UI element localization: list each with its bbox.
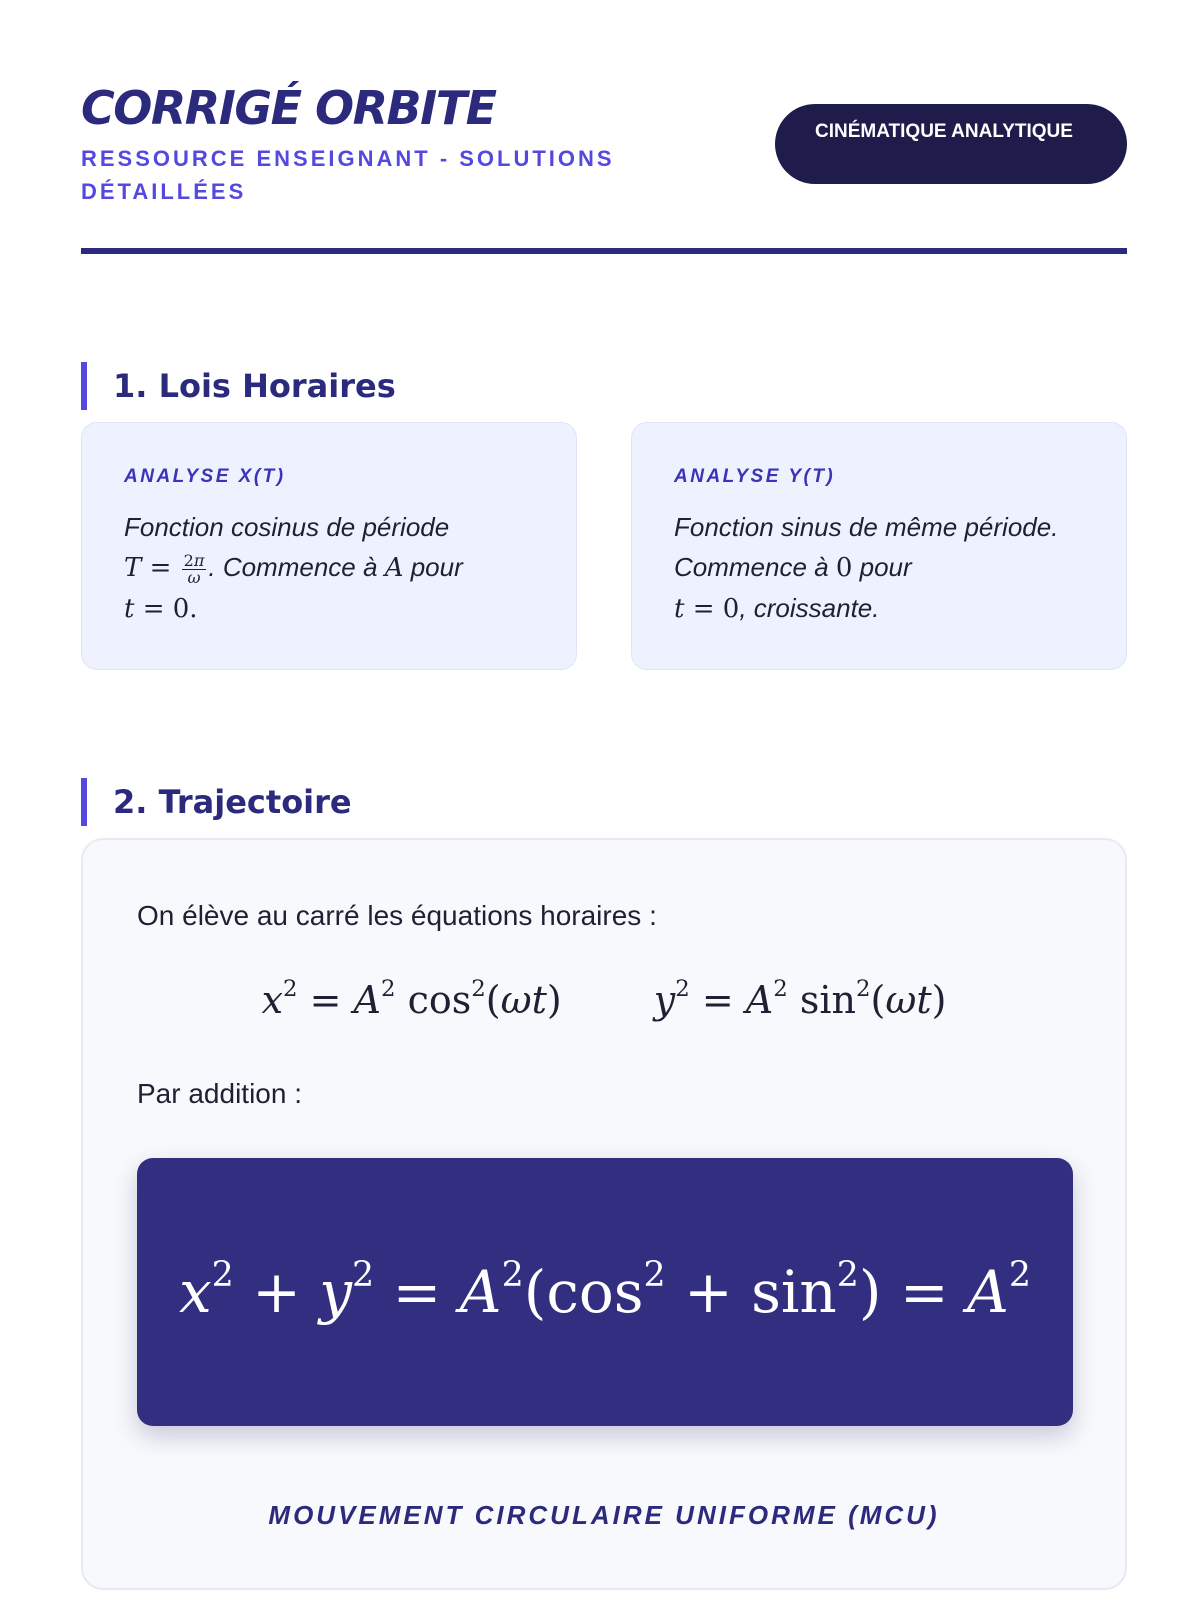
period-formula: T = $\frac{2\pi}{\omega}$ xyxy=(124,550,205,587)
section-title-lois-horaires: 1. Lois Horaires xyxy=(81,362,396,410)
page-subtitle: RESSOURCE ENSEIGNANT - SOLUTIONS DÉTAILLÉES xyxy=(81,146,615,204)
trajectory-panel xyxy=(81,838,1127,1590)
addition-text: Par addition : xyxy=(137,1078,302,1109)
header xyxy=(81,80,1127,208)
card-analyse-y xyxy=(631,422,1127,670)
card-analyse-x xyxy=(81,422,577,670)
card-text-part: Fonction sinus de même période. Commence à xyxy=(674,512,1059,582)
conclusion-text: MOUVEMENT CIRCULAIRE UNIFORME (MCU) xyxy=(268,1500,940,1530)
zero-symbol: 0 xyxy=(835,553,853,583)
result-equation-box: $x^2 + y^2 = A^2(\cos^2 + \sin^2) = A^2$ xyxy=(137,1158,1073,1426)
card-text-part: pour xyxy=(410,552,463,582)
card-label: ANALYSE X(T) xyxy=(124,466,286,487)
card-text-part: . Commence à xyxy=(208,552,378,582)
card-label: ANALYSE Y(T) xyxy=(674,466,836,487)
section-title-trajectoire: 2. Trajectoire xyxy=(81,778,352,826)
card-text-part: , croissante. xyxy=(739,593,880,623)
equation-y-squared: $y^2 = A^2$ $\sin^2(\omega t)$ xyxy=(653,975,947,1022)
page-title: CORRIGÉ ORBITE xyxy=(81,81,496,135)
equation-x-squared: $x^2 = A^2$ $\cos^2(\omega t)$ xyxy=(261,975,562,1022)
card-text-part: Fonction cosinus de période xyxy=(124,512,450,542)
time-condition: t = 0. xyxy=(124,594,198,624)
squared-equations xyxy=(83,975,1125,1022)
topic-badge: CINÉMATIQUE ANALYTIQUE xyxy=(775,104,1127,184)
header-divider xyxy=(81,248,1127,254)
card-text-part: pour xyxy=(859,552,912,582)
amplitude-symbol: A xyxy=(384,553,404,583)
time-condition: t = 0 xyxy=(674,594,740,624)
card-text xyxy=(124,507,536,629)
card-text xyxy=(674,507,1086,629)
intro-text: On élève au carré les équations horaires : xyxy=(137,900,657,931)
